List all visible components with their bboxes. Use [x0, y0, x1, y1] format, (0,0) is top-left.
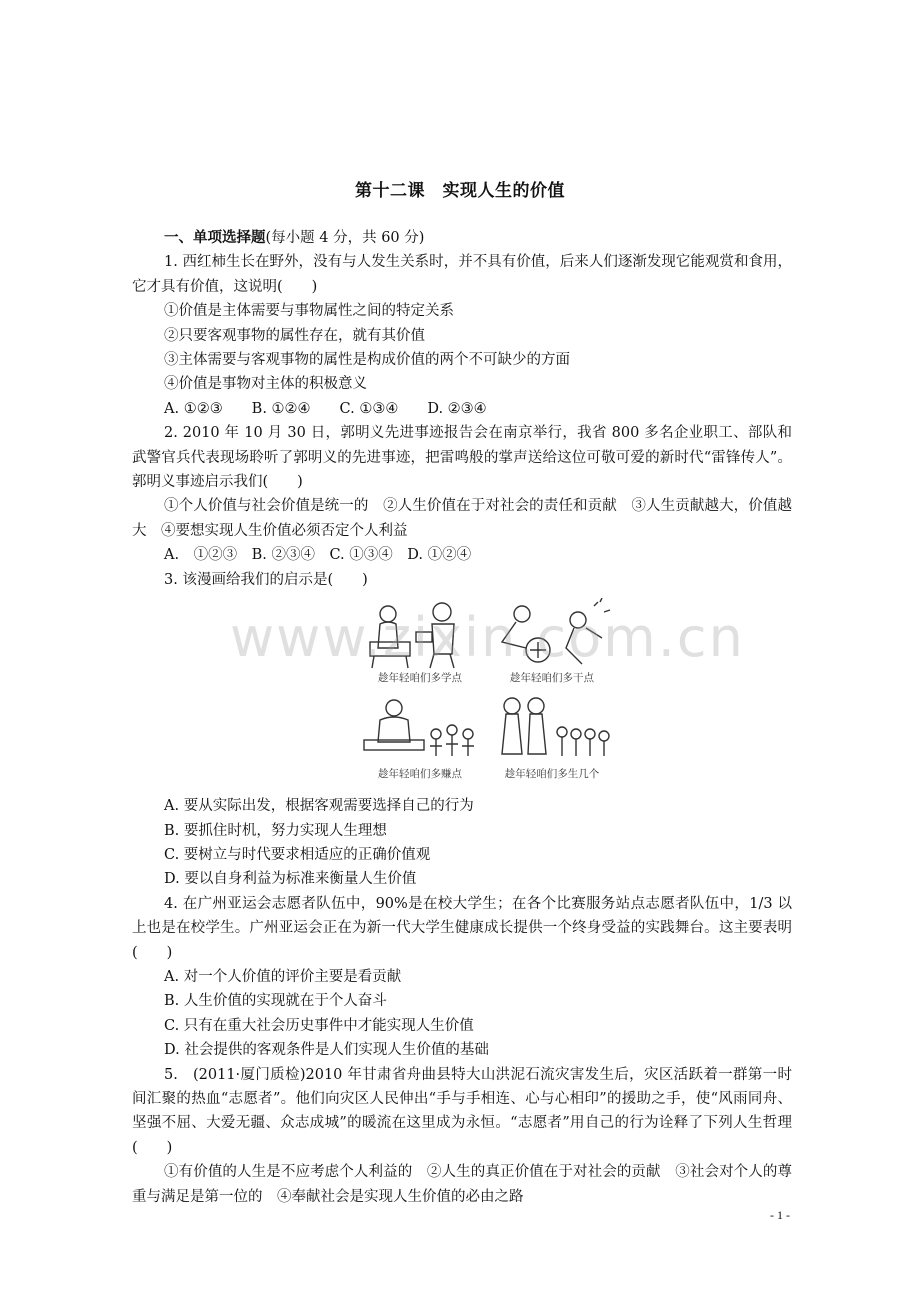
q3-option: A. 要从实际出发，根据客观需要选择自己的行为 — [164, 798, 474, 815]
page-title: 第十二课 实现人生的价值 — [355, 181, 565, 201]
children-illustration — [482, 694, 622, 768]
q1-item: ③主体需要与客观事物的属性是构成价值的两个不可缺少的方面 — [164, 352, 570, 369]
page-number: - 1 - — [770, 1208, 790, 1222]
q5-stem: 5. (2011·厦门质检)2010 年甘肃省舟曲县特大山洪泥石流灾害发生后，灾区活跃着一群第一时间汇聚的热血“志愿者”。他们向灾区人民伸出“手与手相连、心与心相印”的援助之手，使“风雨同舟、坚强不屈、大爱无疆、众志成城”的暖流在这里成为永恒。“志愿者”用自己的行为诠释了下列人生哲理( ) — [132, 1066, 792, 1156]
comic-panel-earn — [350, 694, 490, 786]
comic-panel-children — [482, 694, 622, 786]
q3-option: B. 要抓住时机，努力实现人生理想 — [164, 822, 387, 839]
q1-item: ②只要客观事物的属性存在，就有其价值 — [164, 327, 425, 344]
q3-stem: 3. 该漫画给我们的启示是( ) — [164, 571, 368, 588]
q4-option: B. 人生价值的实现就在于个人奋斗 — [164, 993, 387, 1010]
question-body — [132, 226, 792, 1209]
q4-option: C. 只有在重大社会历史事件中才能实现人生价值 — [164, 1017, 474, 1034]
comic-caption: 趁年轻咱们多赚点 — [378, 767, 462, 780]
q1-options: A. ①②③ B. ①②④ C. ①③④ D. ②③④ — [164, 400, 487, 417]
q1-item: ④价值是事物对主体的积极意义 — [164, 376, 367, 393]
comic-caption: 趁年轻咱们多生几个 — [504, 767, 600, 780]
comic-caption: 趁年轻咱们多干点 — [510, 671, 594, 684]
q5-items: ①有价值的人生是不应考虑个人利益的 ②人生的真正价值在于对社会的贡献 ③社会对个人的尊重与满足是第一位的 ④奉献社会是实现人生价值的必由之路 — [132, 1164, 792, 1205]
q4-stem: 4. 在广州亚运会志愿者队伍中，90%是在校大学生；在各个比赛服务站点志愿者队伍中，1/3 以上也是在校学生。广州亚运会正在为新一代大学生健康成长提供一个终身受益的实践舞台。这主要表明( ) — [132, 895, 792, 961]
q2-stem: 2. 2010 年 10 月 30 日，郭明义先进事迹报告会在南京举行，我省 800 多名企业职工、部队和武警官兵代表现场聆听了郭明义的先进事迹，把雷鸣般的掌声送给这位可敬可爱的新时代“雷锋传人”。郭明义事迹启示我们( ) — [132, 425, 792, 491]
comic-caption: 趁年轻咱们多学点 — [378, 671, 462, 684]
q1-stem: 1. 西红柿生长在野外，没有与人发生关系时，并不具有价值，后来人们逐渐发现它能观赏和食用，它才具有价值，这说明( ) — [132, 254, 792, 295]
q3-option: D. 要以自身利益为标准来衡量人生价值 — [164, 871, 417, 888]
section-heading — [132, 226, 792, 250]
earn-illustration — [350, 694, 490, 768]
q3-option: C. 要树立与时代要求相适应的正确价值观 — [164, 846, 431, 863]
q4-option: D. 社会提供的客观条件是人们实现人生价值的基础 — [164, 1042, 489, 1059]
q1-item: ①价值是主体需要与事物属性之间的特定关系 — [164, 303, 454, 320]
section-note: (每小题 4 分，共 60 分) — [265, 230, 425, 246]
watermark-text: www.zixin.com.cn — [230, 606, 745, 669]
q4-option: A. 对一个人价值的评价主要是看贡献 — [164, 968, 402, 985]
q2-options: A. ①②③ B. ②③④ C. ①③④ D. ①②④ — [164, 547, 472, 564]
q2-items: ①个人价值与社会价值是统一的 ②人生价值在于对社会的责任和贡献 ③人生贡献越大，价值越大 ④要想实现人生价值必须否定个人利益 — [132, 498, 792, 539]
section-label: 一、单项选择题 — [164, 229, 266, 246]
